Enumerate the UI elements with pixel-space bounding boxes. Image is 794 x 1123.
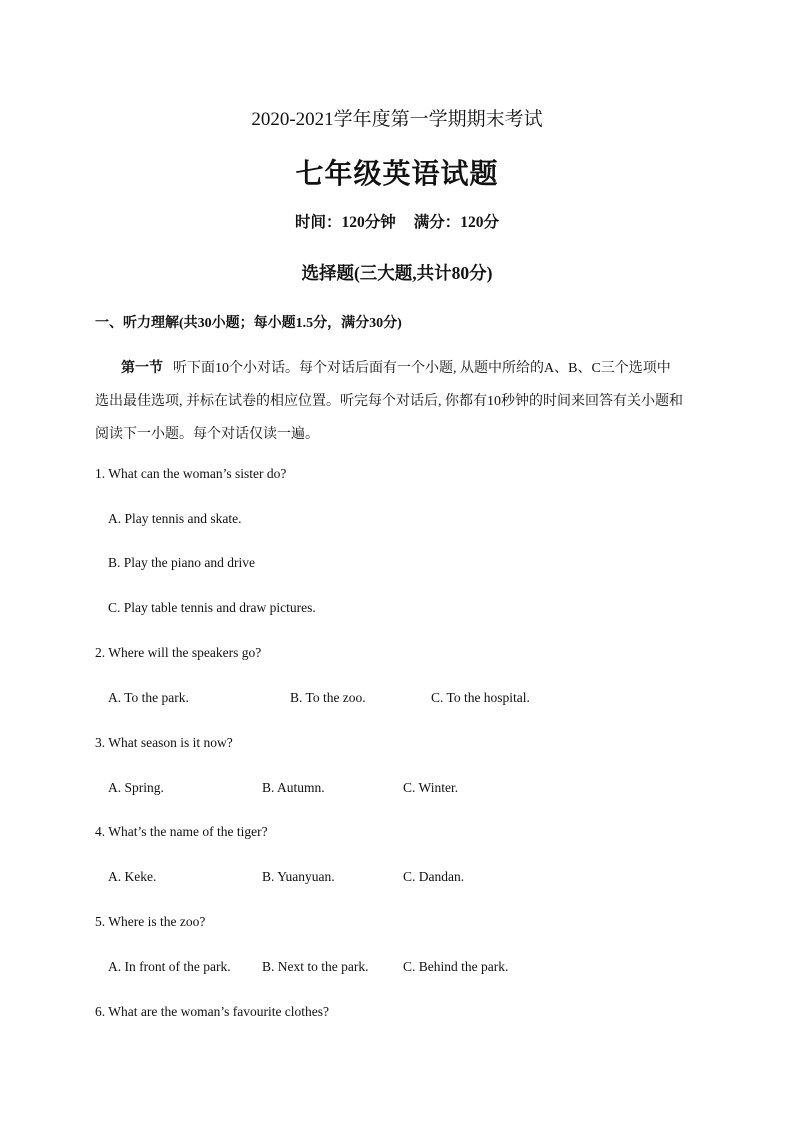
time-label: 时间：120分钟	[294, 214, 396, 231]
question-1-option-c[interactable]: C. Play table tennis and draw pictures.	[108, 600, 316, 615]
question-2-stem: 2. Where will the speakers go?	[95, 645, 262, 660]
listening-instructions	[95, 352, 707, 451]
question-4-option-c[interactable]: C. Dandan.	[403, 869, 465, 884]
exam-title: 2020-2021学年度第一学期期末考试	[251, 109, 543, 130]
choice-section-title: 选择题(三大题,共计80分)	[301, 263, 493, 283]
subject-title: 七年级英语试题	[295, 159, 499, 190]
question-2-option-a[interactable]: A. To the park.	[108, 690, 189, 705]
instructions-line-3: 阅读下一小题。每个对话仅读一遍。	[95, 427, 319, 442]
question-5-option-a[interactable]: A. In front of the park.	[108, 959, 231, 974]
part-label: 第一节	[121, 361, 163, 376]
question-5-option-c[interactable]: C. Behind the park.	[403, 959, 509, 974]
question-2-option-c[interactable]: C. To the hospital.	[431, 690, 530, 705]
question-4-option-b[interactable]: B. Yuanyuan.	[262, 869, 335, 884]
score-label: 满分：120分	[413, 214, 500, 231]
question-3-stem: 3. What season is it now?	[95, 735, 233, 750]
question-6-stem: 6. What are the woman’s favourite clothes?	[95, 1004, 330, 1019]
listening-section-heading: 一、听力理解(共30小题；每小题1.5分，满分30分)	[95, 316, 402, 331]
question-1-option-b[interactable]: B. Play the piano and drive	[108, 555, 255, 570]
question-3-option-a[interactable]: A. Spring.	[108, 780, 164, 795]
question-4-stem: 4. What’s the name of the tiger?	[95, 824, 268, 839]
question-3-option-b[interactable]: B. Autumn.	[262, 780, 325, 795]
question-5-stem: 5. Where is the zoo?	[95, 914, 206, 929]
question-2-option-b[interactable]: B. To the zoo.	[290, 690, 366, 705]
instructions-line-1: 第一节 听下面10个小对话。每个对话后面有一个小题, 从题中所给的A、B、C三个选项中	[121, 361, 671, 376]
question-1-stem: 1. What can the woman’s sister do?	[95, 466, 287, 481]
question-1-option-a[interactable]: A. Play tennis and skate.	[108, 511, 242, 526]
instructions-line-2: 选出最佳选项, 并标在试卷的相应位置。听完每个对话后, 你都有10秒钟的时间来回答有关小题和	[95, 394, 683, 409]
question-3-option-c[interactable]: C. Winter.	[403, 780, 459, 795]
question-5-option-b[interactable]: B. Next to the park.	[262, 959, 369, 974]
question-4-option-a[interactable]: A. Keke.	[108, 869, 157, 884]
time-score-line	[0, 210, 794, 232]
